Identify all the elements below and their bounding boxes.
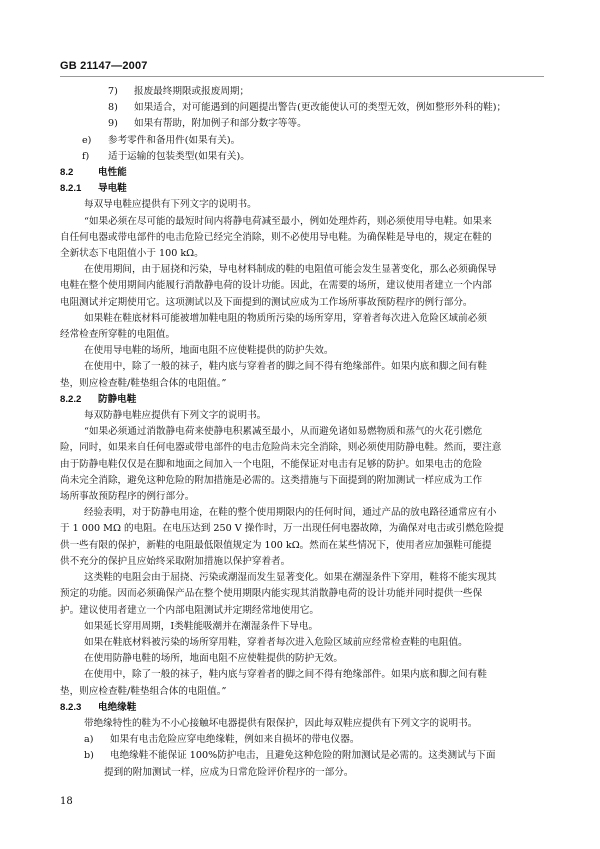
- text-line: [60, 311, 546, 327]
- line-text: 如果在鞋底材料被污染的场所穿用鞋，穿着者每次进入危险区域前应经常检查鞋的电阻值。: [84, 636, 468, 648]
- line-text: 垫，则应检查鞋/鞋垫组合体的电阻值。”: [60, 685, 227, 697]
- line-text: 如果有帮助，附加例子和部分数字等等。: [134, 118, 307, 130]
- line-text: 护。建议使用者建立一个内部电阻测试并定期经常地使用它。: [60, 604, 320, 616]
- line-text: 在使用导电鞋的场所，地面电阻不应使鞋提供的防护失效。: [84, 345, 334, 357]
- line-text: 如果延长穿用周期，Ⅰ类鞋能吸潮并在潮湿条件下导电。: [84, 620, 319, 632]
- line-text: 如果有电击危险应穿电绝缘鞋，例如来自损坏的带电仪器。: [110, 734, 360, 746]
- text-line: [60, 457, 546, 473]
- line-text: 尚未完全消除，避免这种危险的附加措施是必需的。这类措施与下面提到的附加测试一样应成为工作: [60, 474, 483, 486]
- line-text: 每双防静电鞋应提供有下列文字的说明书。: [84, 410, 267, 422]
- list-item: [60, 84, 546, 100]
- text-line: [60, 278, 546, 294]
- section-heading: [60, 165, 546, 181]
- line-text: 垫，则应检查鞋/鞋垫组合体的电阻值。”: [60, 377, 227, 389]
- line-text: 预定的功能。因而必须确保产品在整个使用期限内能实现其消散静电荷的设计功能并同时提供一些保: [60, 588, 483, 600]
- text-line: [60, 538, 546, 554]
- line-text: 由于防静电鞋仅仅是在脚和地面之间加入一个电阻，不能保证对电击有足够的防护。如果电击的危险: [60, 458, 483, 470]
- text-line: [60, 586, 546, 602]
- section-number: 8.2: [60, 167, 74, 179]
- line-text: 在使用中，除了一般的袜子，鞋内底与穿着者的脚之间不得有绝缘部件。如果内底和脚之间有鞋: [84, 361, 487, 373]
- list-item: [60, 133, 546, 149]
- line-text: 提到的附加测试一样，应成为日常危险评价程序的一部分。: [104, 766, 354, 778]
- text-line: [60, 667, 546, 683]
- line-text: 每双导电鞋应提供有下列文字的说明书。: [84, 199, 257, 211]
- list-item: [60, 116, 546, 132]
- list-marker: a): [84, 734, 94, 746]
- list-marker: 7): [108, 86, 118, 97]
- line-text: 如果适合，对可能遇到的问题提出警告(更改能使认可的类型无效，例如整形外科的鞋)；: [134, 102, 507, 114]
- page-number: 18: [60, 796, 73, 807]
- text-line: [60, 716, 546, 732]
- line-text: 全新状态下电阻值小于 100 kΩ。: [60, 248, 204, 260]
- text-line: [60, 230, 546, 246]
- section-title: 电性能: [98, 167, 127, 179]
- document-body: [60, 84, 546, 781]
- section-title: 防静电鞋: [98, 393, 137, 405]
- text-line: [60, 327, 546, 343]
- text-line: [60, 521, 546, 537]
- list-marker: f): [82, 150, 90, 162]
- list-item: [60, 732, 546, 748]
- text-line: [60, 262, 546, 278]
- line-text: 适于运输的包装类型(如果有关)。: [108, 150, 250, 162]
- line-text: 参考零件和备用件(如果有关)。: [108, 134, 241, 146]
- text-line: [60, 505, 546, 521]
- line-text: 供不充分的保护且应始终采取附加措施以保护穿着者。: [60, 555, 291, 567]
- text-line: [60, 473, 546, 489]
- line-text: 在使用防静电鞋的场所，地面电阻不应使鞋提供的防护无效。: [84, 653, 344, 665]
- text-line: [60, 197, 546, 213]
- section-heading: [60, 392, 546, 408]
- text-line: [60, 619, 546, 635]
- text-line: [60, 765, 546, 781]
- line-text: “如果必须在尽可能的最短时间内将静电荷减至最小，例如处理炸药，则必须使用导电鞋。如果来: [84, 215, 492, 227]
- list-marker: 9): [108, 118, 118, 130]
- text-line: [60, 489, 546, 505]
- text-line: [60, 295, 546, 311]
- list-item: [60, 100, 546, 116]
- line-text: 电鞋在整个使用期间内能履行消散静电荷的设计功能。因此，在需要的场所，建议使用者建立一个内部: [60, 280, 492, 292]
- line-text: 如果鞋在鞋底材料可能被增加鞋电阻的物质所污染的场所穿用，穿着者每次进入危险区域前必须: [84, 312, 487, 324]
- line-text: 在使用中，除了一般的袜子，鞋内底与穿着者的脚之间不得有绝缘部件。如果内底和脚之间有鞋: [84, 669, 487, 681]
- list-marker: 8): [108, 102, 118, 114]
- line-text: 自任何电器或带电部件的电击危险已经完全消除，则不必使用导电鞋。为确保鞋是导电的，规定在鞋的: [60, 231, 492, 243]
- line-text: 电绝缘鞋不能保证 100%防护电击，且避免这种危险的附加测试是必需的。这类测试与下面: [110, 750, 496, 762]
- line-text: 供一些有限的保护，新鞋的电阻最低限值规定为 100 kΩ。然而在某些情况下，使用者应加强鞋可能提: [60, 539, 492, 551]
- section-title: 电绝缘鞋: [98, 701, 137, 713]
- text-line: [60, 651, 546, 667]
- line-text: 场所事故预防程序的例行部分。: [60, 491, 195, 503]
- text-line: [60, 214, 546, 230]
- text-line: [60, 684, 546, 700]
- line-text: 在使用期间，由于屈挠和污染，导电材料制成的鞋的电阻值可能会发生显著变化，那么必须确保导: [84, 264, 497, 276]
- line-text: 险，同时，如果来自任何电器或带电部件的电击危险尚未完全消除，则必须使用防静电鞋。然而，要注意: [60, 442, 502, 454]
- section-number: 8.2.1: [60, 183, 82, 195]
- line-text: 这类鞋的电阻会由于屈挠、污染或潮湿而发生显著变化。如果在潮湿条件下穿用，鞋将不能实现其: [84, 572, 497, 584]
- line-text: 报废最终期限或报废周期；: [134, 86, 250, 97]
- list-marker: b): [84, 750, 94, 762]
- text-line: [60, 603, 546, 619]
- text-line: [60, 376, 546, 392]
- section-number: 8.2.2: [60, 393, 82, 405]
- line-text: “如果必须通过消散静电荷来使静电积累减至最小，从而避免诸如易燃物质和蒸气的火花引燃危: [84, 426, 483, 438]
- text-line: [60, 408, 546, 424]
- line-text: 经验表明，对于防静电用途，在鞋的整个使用期限内的任何时间，通过产品的放电路径通常应有小: [84, 507, 497, 519]
- list-item: [60, 149, 546, 165]
- list-item: [60, 748, 546, 764]
- section-number: 8.2.3: [60, 701, 82, 713]
- section-heading: [60, 181, 546, 197]
- list-marker: e): [82, 134, 92, 146]
- line-text: 于 1 000 MΩ 的电阻。在电压达到 250 V 操作时，万一出现任何电器故障，为确保对电击或引燃危险提: [60, 523, 504, 535]
- text-line: [60, 246, 546, 262]
- text-line: [60, 554, 546, 570]
- text-line: [60, 359, 546, 375]
- standard-code-header: GB 21147—2007: [60, 60, 148, 72]
- text-line: [60, 440, 546, 456]
- text-line: [60, 635, 546, 651]
- text-line: [60, 424, 546, 440]
- header-rule: [60, 76, 544, 77]
- section-title: 导电鞋: [98, 183, 127, 195]
- line-text: 电阻测试并定期使用它。这项测试以及下面提到的测试应成为工作场所事故预防程序的例行部分。: [60, 296, 473, 308]
- line-text: 经常检查所穿鞋的电阻值。: [60, 329, 176, 341]
- text-line: [60, 343, 546, 359]
- text-line: [60, 570, 546, 586]
- line-text: 带绝缘特性的鞋为不小心接触坏电器提供有限保护，因此每双鞋应提供有下列文字的说明书。: [84, 717, 478, 729]
- section-heading: [60, 700, 546, 716]
